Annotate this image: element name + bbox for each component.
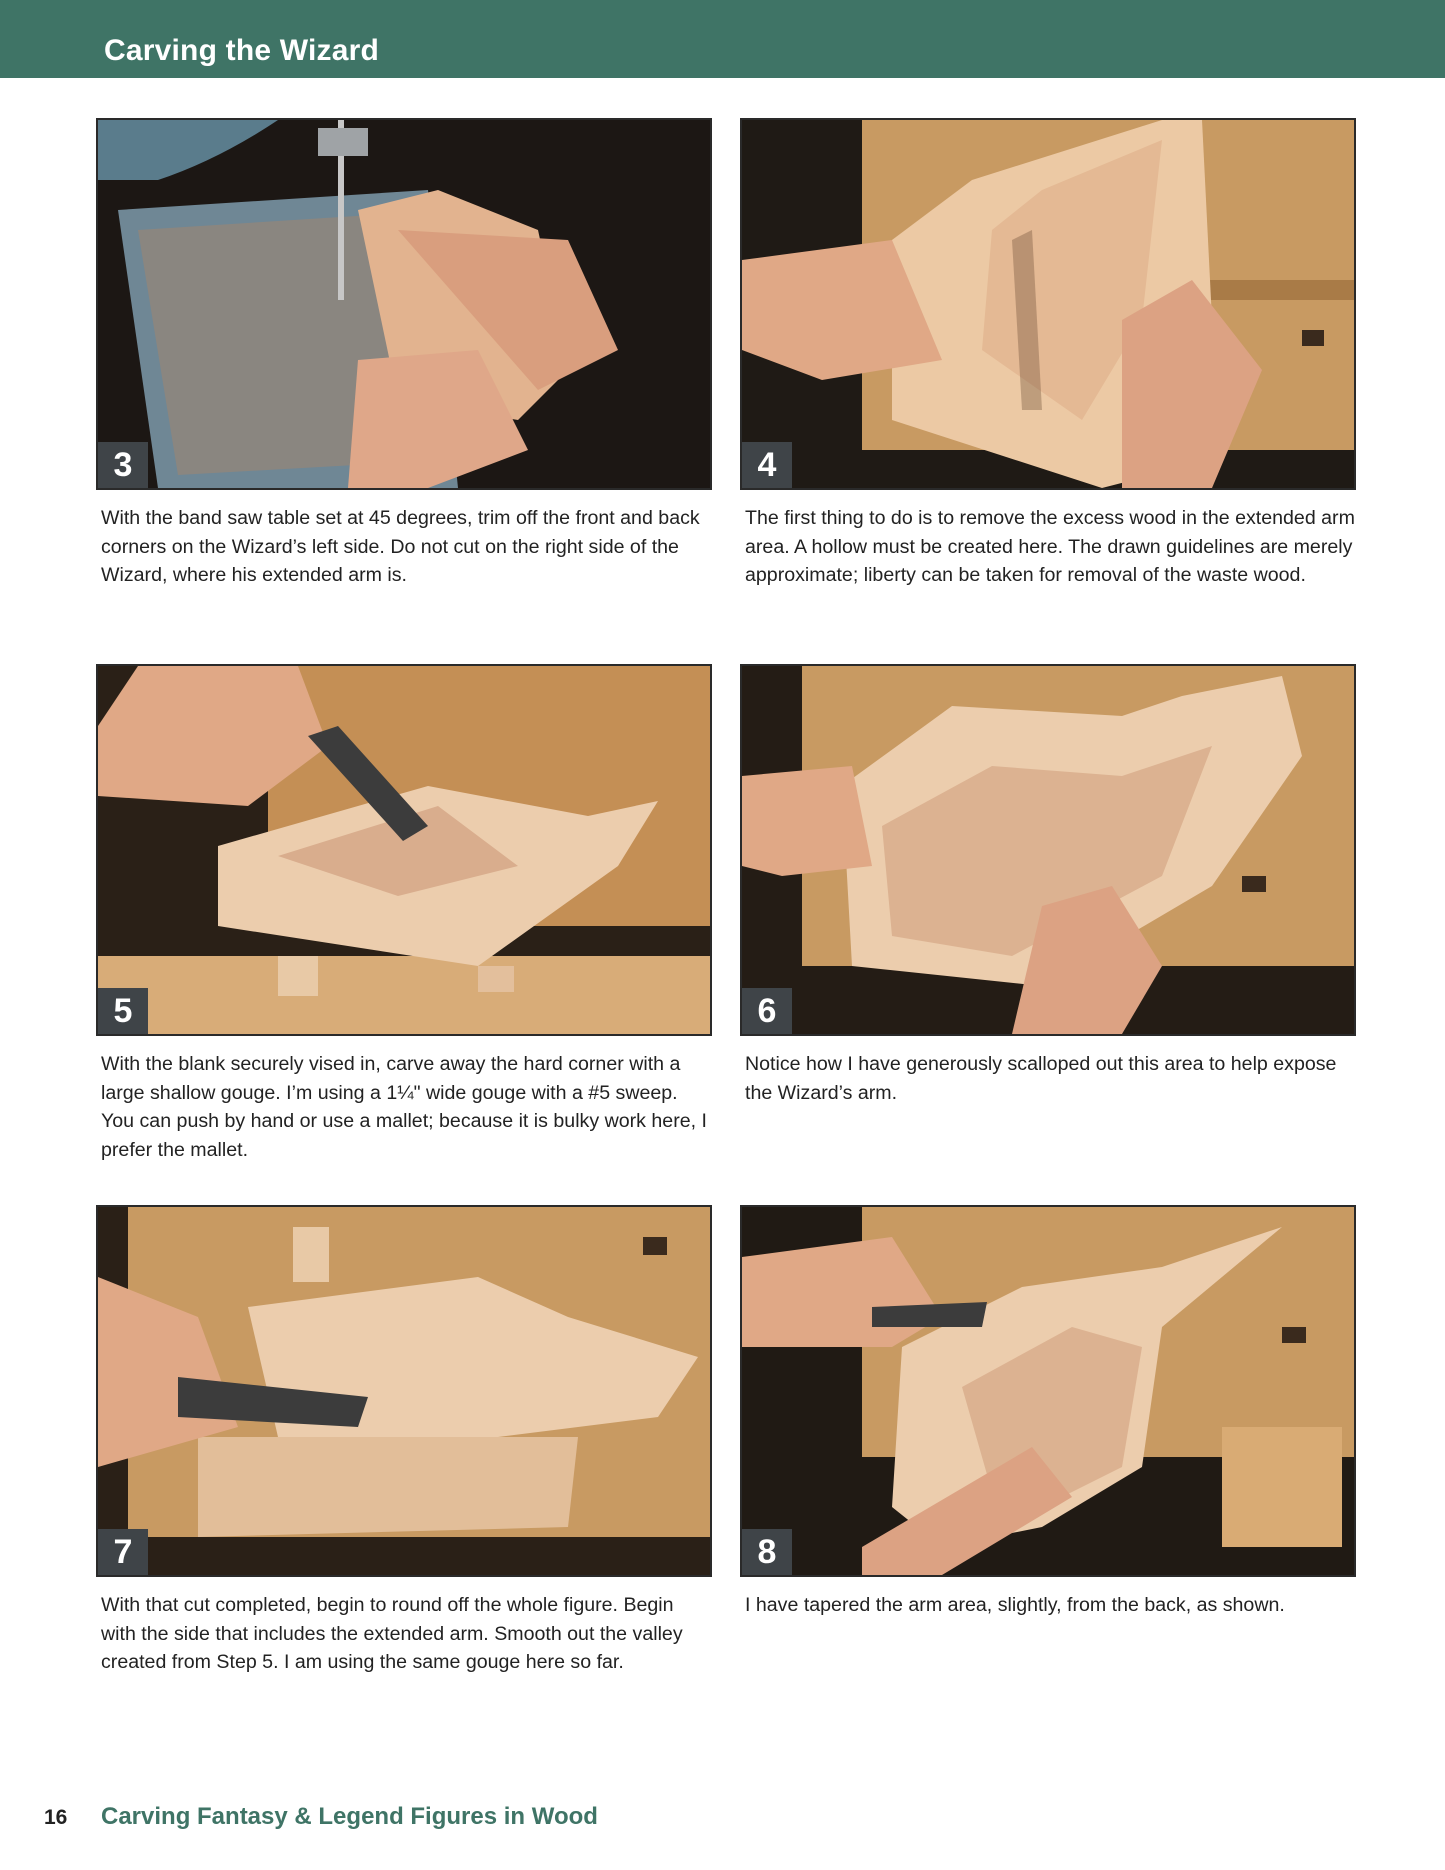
step-7: [96, 1205, 712, 1677]
step-6-photo: [740, 664, 1356, 1036]
step-3-photo: [96, 118, 712, 490]
step-number-badge: 4: [742, 442, 792, 488]
chapter-title: Carving the Wizard: [104, 34, 380, 67]
step-caption: Notice how I have generously scalloped out this area to help expose the Wizard’s arm.: [745, 1053, 1337, 1104]
step-4-photo: [740, 118, 1356, 490]
step-8-photo: [740, 1205, 1356, 1577]
step-number-badge: 6: [742, 988, 792, 1034]
scalloped-arm-photo-illustration: [742, 666, 1354, 1034]
step-4: [740, 118, 1356, 590]
book-title: Carving Fantasy & Legend Figures in Wood: [101, 1803, 598, 1830]
step-caption: With that cut completed, begin to round off the whole figure. Begin with the side that includes the extended arm. Smooth out the valley created from Step 5. I am using the same gouge here so far.: [101, 1594, 683, 1673]
rounding-figure-photo-illustration: [98, 1207, 710, 1575]
step-7-photo: [96, 1205, 712, 1577]
step-caption: With the blank securely vised in, carve away the hard corner with a large shallow gouge. I’m using a 1¼" wide gouge with a #5 sweep. You can push by hand or use a mallet; because it is bulky work here, I prefer the mallet.: [101, 1053, 707, 1161]
page-number: 16: [44, 1806, 68, 1829]
tapered-arm-photo-illustration: [742, 1207, 1354, 1575]
step-number-badge: 8: [742, 1529, 792, 1575]
step-number-badge: 3: [98, 442, 148, 488]
step-6: [740, 664, 1356, 1107]
step-8: [740, 1205, 1356, 1620]
band-saw-photo-illustration: [98, 120, 710, 488]
step-number-badge: 7: [98, 1529, 148, 1575]
step-caption: I have tapered the arm area, slightly, from the back, as shown.: [745, 1594, 1285, 1616]
marked-blank-photo-illustration: [742, 120, 1354, 488]
step-caption: The first thing to do is to remove the excess wood in the extended arm area. A hollow must be created here. The drawn guidelines are merely approximate; liberty can be taken for removal of the waste wood.: [745, 507, 1355, 586]
gouge-carving-photo-illustration: [98, 666, 710, 1034]
step-3: [96, 118, 712, 590]
chapter-header-bar: [0, 0, 1445, 78]
step-caption: With the band saw table set at 45 degrees, trim off the front and back corners on the Wizard’s left side. Do not cut on the right side of the Wizard, where his extended arm is.: [101, 507, 700, 586]
step-5-photo: [96, 664, 712, 1036]
step-number-badge: 5: [98, 988, 148, 1034]
step-5: [96, 664, 712, 1164]
